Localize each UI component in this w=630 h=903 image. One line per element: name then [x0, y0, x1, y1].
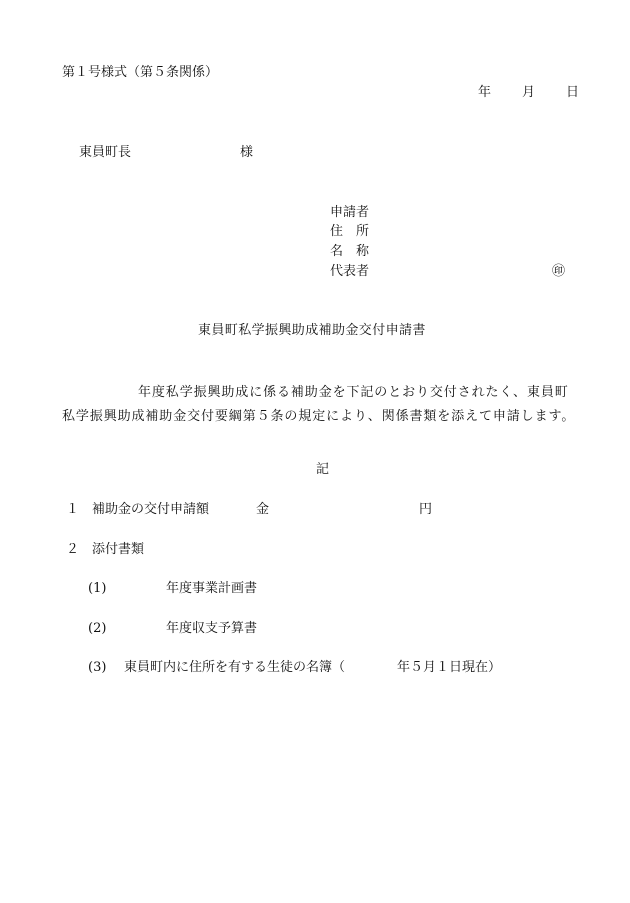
- item1-unit: 円: [419, 502, 433, 517]
- applicant-address-label: 住 所: [330, 224, 370, 239]
- addressee-honorific: 様: [240, 145, 254, 160]
- item2-label: 添付書類: [92, 542, 145, 557]
- addressee-name: 東員町長: [79, 145, 132, 160]
- applicant-name-label: 名 称: [330, 244, 370, 259]
- applicant-representative-label: 代表者: [330, 264, 370, 279]
- date-day-label: 日: [566, 85, 580, 100]
- item1-number: １: [66, 502, 80, 517]
- attachment-2-text: 年度収支予算書: [166, 621, 258, 636]
- date-month-label: 月: [522, 85, 536, 100]
- attachment-1-text: 年度事業計画書: [166, 581, 258, 596]
- item1-label: 補助金の交付申請額: [92, 502, 210, 517]
- attachment-3-number: (3): [88, 660, 107, 675]
- form-number: 第１号様式（第５条関係）: [62, 65, 219, 80]
- attachment-2-number: (2): [88, 621, 107, 636]
- document-title: 東員町私学振興助成補助金交付申請書: [198, 323, 426, 338]
- body-text: 年度私学振興助成に係る補助金を下記のとおり交付されたく、東員町私学振興助成補助金交付要綱第５条の規定により、関係書類を添えて申請します。: [62, 385, 576, 424]
- attachment-1-number: (1): [88, 581, 107, 596]
- date-year-label: 年: [478, 85, 492, 100]
- item2-number: ２: [66, 542, 80, 557]
- body-paragraph: [62, 381, 582, 429]
- attachment-3-text: 東員町内に住所を有する生徒の名簿（ 年５月１日現在）: [124, 660, 502, 675]
- ki-heading: 記: [316, 462, 330, 477]
- item1-currency-prefix: 金: [256, 502, 270, 517]
- applicant-heading: 申請者: [330, 205, 370, 220]
- seal-mark: ㊞: [552, 264, 566, 279]
